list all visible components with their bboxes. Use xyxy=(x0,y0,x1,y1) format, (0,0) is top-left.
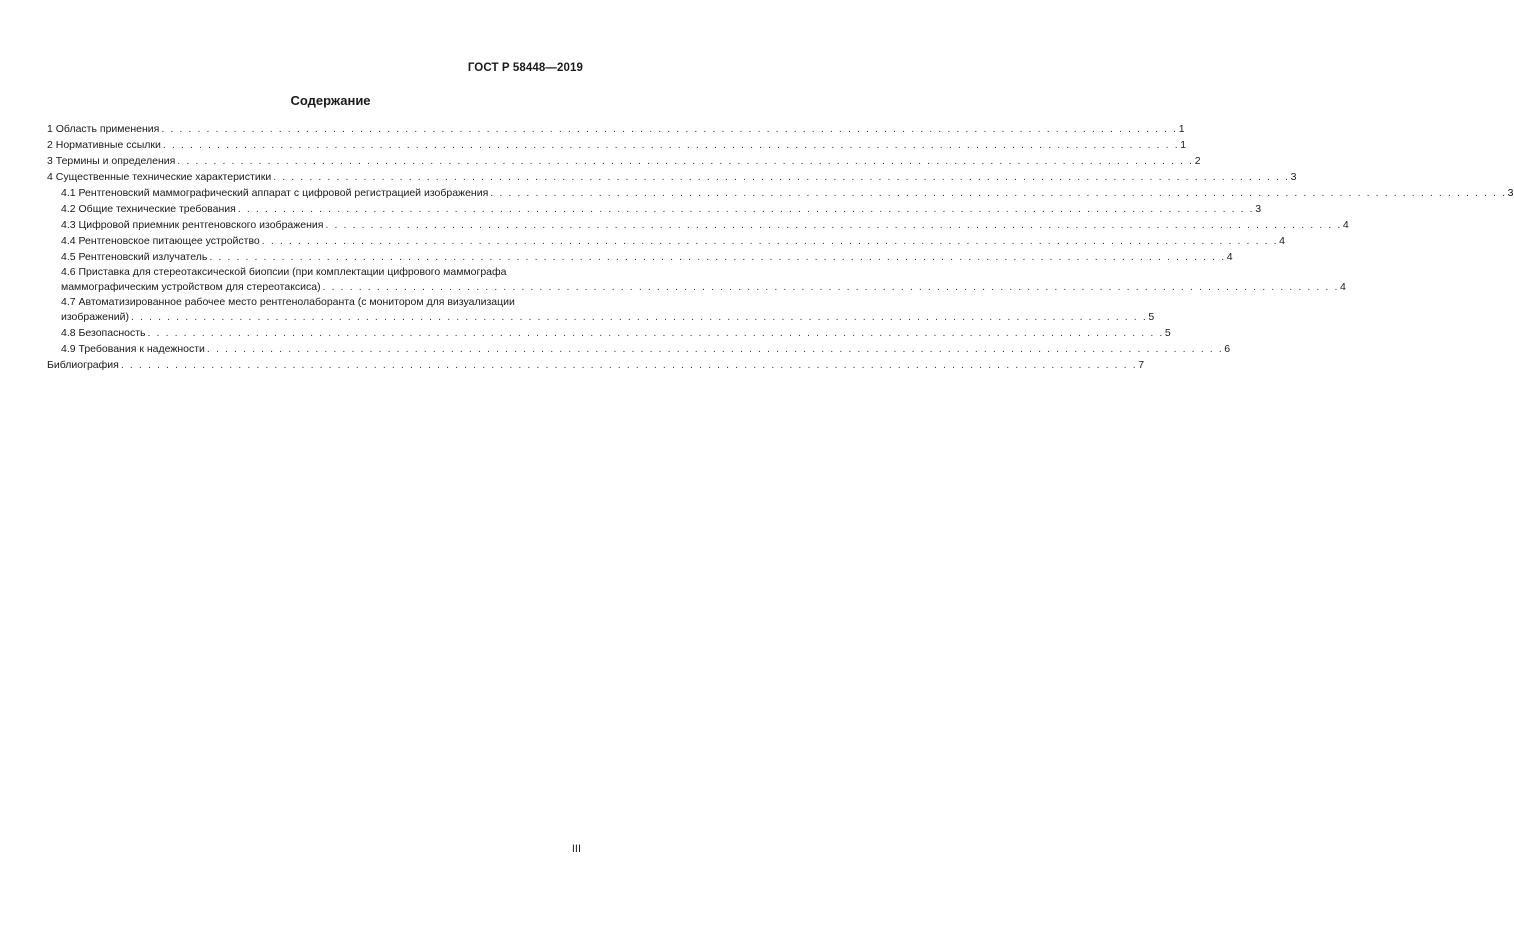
toc-leader-dots: . . . . . . . . . . . . . . . . . . . . . . . . . . . . . . . . . . . . . . . . . . . . . . . . . . . . . . . . . . . . . . . . . . . . . . . . . . . . . . . . . . . . . . . . . . . . . . . . . . . . . . . . . . . . . . . . . xyxy=(161,123,1178,135)
toc-page-number: 6 xyxy=(1224,343,1231,355)
toc-page-number: 4 xyxy=(1279,235,1286,247)
toc-leader-dots: . . . . . . . . . . . . . . . . . . . . . . . . . . . . . . . . . . . . . . . . . . . . . . . . . . . . . . . . . . . . . . . . . . . . . . . . . . . . . . . . . . . . . . . . . . . . . . . . . . . . . . . . . . . . . . . . . xyxy=(162,139,1180,151)
toc-entry-4-9[interactable] xyxy=(47,341,1231,357)
toc-leader-dots: . . . . . . . . . . . . . . . . . . . . . . . . . . . . . . . . . . . . . . . . . . . . . . . . . . . . . . . . . . . . . . . . . . . . . . . . . . . . . . . . . . . . . . . . . . . . . . . . . . . . . . . . . . . . . . . . . xyxy=(261,235,1279,247)
toc-page-number: 4 xyxy=(1342,219,1349,231)
toc-page-number: 5 xyxy=(1148,311,1155,323)
toc-leader-dots: . . . . . . . . . . . . . . . . . . . . . . . . . . . . . . . . . . . . . . . . . . . . . . . . . . . . . . . . . . . . . . . . . . . . . . . . . . . . . . . . . . . . . . . . . . . . . . . . . . . . . . . . . . . . . . . . . xyxy=(325,219,1342,231)
toc-page-number: 1 xyxy=(1178,123,1185,135)
toc-entry-characteristics[interactable] xyxy=(47,169,1297,185)
toc-entry-text-line1: 4.6 Приставка для стереотаксической биопсии (при комплектации цифрового маммографа xyxy=(61,266,507,278)
toc-entry-text: 3 Термины и определения xyxy=(47,155,176,167)
toc-entry-text-line1: 4.7 Автоматизированное рабочее место рентгенолаборанта (с монитором для визуализации xyxy=(61,296,515,308)
toc-entry-bibliography[interactable] xyxy=(47,357,1145,373)
toc-entry-text: 4.9 Требования к надежности xyxy=(61,343,205,355)
toc-entry-4-7[interactable] xyxy=(47,295,1155,325)
toc-leader-dots: . . . . . . . . . . . . . . . . . . . . . . . . . . . . . . . . . . . . . . . . . . . . . . . . . . . . . . . . . . . . . . . . . . . . . . . . . . . . . . . . . . . . . . . . . . . . . . . . . . . . . . . . . . . . . . . . . xyxy=(147,327,1164,339)
toc-leader-dots: . . . . . . . . . . . . . . . . . . . . . . . . . . . . . . . . . . . . . . . . . . . . . . . . . . . . . . . . . . . . . . . . . . . . . . . . . . . . . . . . . . . . . . . . . . . . . . . . . . . . . . . . . . . . . . . . . xyxy=(206,343,1224,355)
table-of-contents xyxy=(47,121,1514,373)
toc-entry-4-6[interactable] xyxy=(47,265,1346,295)
toc-entry-text: 4.2 Общие технические требования xyxy=(61,203,236,215)
toc-leader-dots: . . . . . . . . . . . . . . . . . . . . . . . . . . . . . . . . . . . . . . . . . . . . . . . . . . . . . . . . . . . . . . . . . . . . . . . . . . . . . . . . . . . . . . . . . . . . . . . . . . . . . . . . . . . . . . . . . xyxy=(120,359,1138,371)
toc-entry-text-line2: изображений) xyxy=(61,311,129,323)
toc-title: Содержание xyxy=(290,93,371,108)
toc-entry-text: 4.5 Рентгеновский излучатель xyxy=(61,251,208,263)
toc-entry-text: 4 Существенные технические характеристики xyxy=(47,171,272,183)
toc-page-number: 5 xyxy=(1164,327,1171,339)
toc-entry-4-1[interactable] xyxy=(47,185,1514,201)
toc-entry-4-3[interactable] xyxy=(47,217,1349,233)
toc-entry-text: 1 Область применения xyxy=(47,123,160,135)
toc-page-number: 3 xyxy=(1507,187,1514,199)
toc-entry-text-line2: маммографическим устройством для стереотаксиса) xyxy=(61,281,321,293)
toc-leader-dots: . . . . . . . . . . . . . . . . . . . . . . . . . . . . . . . . . . . . . . . . . . . . . . . . . . . . . . . . . . . . . . . . . . . . . . . . . . . . . . . . . . . . . . . . . . . . . . . . . . . . . . . . . . . . . . . . . xyxy=(177,155,1194,167)
toc-page-number: 3 xyxy=(1290,171,1297,183)
toc-entry-text: Библиография xyxy=(47,359,119,371)
toc-entry-text: 4.4 Рентгеновское питающее устройство xyxy=(61,235,260,247)
toc-leader-dots: . . . . . . . . . . . . . . . . . . . . . . . . . . . . . . . . . . . . . . . . . . . . . . . . . . . . . . . . . . . . . . . . . . . . . . . . . . . . . . . . . . . . . . . . . . . . . . . . . . . . . . . . . . . . . . . . . xyxy=(273,171,1290,183)
toc-entry-text: 4.1 Рентгеновский маммографический аппарат с цифровой регистрацией изображения xyxy=(61,187,489,199)
toc-page-number: 7 xyxy=(1138,359,1145,371)
standard-id-header: ГОСТ Р 58448—2019 xyxy=(467,62,583,74)
toc-page-number: 4 xyxy=(1340,281,1346,293)
toc-leader-dots: . . . . . . . . . . . . . . . . . . . . . . . . . . . . . . . . . . . . . . . . . . . . . . . . . . . . . . . . . . . . . . . . . . . . . . . . . . . . . . . . . . . . . . . . . . . . . . . . . . . . . . . . . . . . . . . . . xyxy=(322,281,1339,293)
toc-leader-dots: . . . . . . . . . . . . . . . . . . . . . . . . . . . . . . . . . . . . . . . . . . . . . . . . . . . . . . . . . . . . . . . . . . . . . . . . . . . . . . . . . . . . . . . . . . . . . . . . . . . . . . . . . . . . . . . . . xyxy=(209,251,1226,263)
toc-entry-4-8[interactable] xyxy=(47,325,1171,341)
toc-page-number: 2 xyxy=(1194,155,1201,167)
toc-entry-normative-references[interactable] xyxy=(47,137,1187,153)
toc-entry-4-4[interactable] xyxy=(47,233,1286,249)
toc-leader-dots: . . . . . . . . . . . . . . . . . . . . . . . . . . . . . . . . . . . . . . . . . . . . . . . . . . . . . . . . . . . . . . . . . . . . . . . . . . . . . . . . . . . . . . . . . . . . . . . . . . . . . . . . . . . . . . . . . xyxy=(490,187,1507,199)
toc-entry-4-5[interactable] xyxy=(47,249,1233,265)
page-number-footer: III xyxy=(571,843,581,855)
toc-entry-text: 4.8 Безопасность xyxy=(61,327,146,339)
toc-entry-4-2[interactable] xyxy=(47,201,1262,217)
toc-entry-scope[interactable] xyxy=(47,121,1185,137)
toc-page-number: 3 xyxy=(1255,203,1262,215)
toc-leader-dots: . . . . . . . . . . . . . . . . . . . . . . . . . . . . . . . . . . . . . . . . . . . . . . . . . . . . . . . . . . . . . . . . . . . . . . . . . . . . . . . . . . . . . . . . . . . . . . . . . . . . . . . . . . . . . . . . . xyxy=(237,203,1255,215)
toc-entry-text: 2 Нормативные ссылки xyxy=(47,139,161,151)
toc-entry-terms[interactable] xyxy=(47,153,1201,169)
toc-entry-text: 4.3 Цифровой приемник рентгеновского изображения xyxy=(61,219,324,231)
toc-leader-dots: . . . . . . . . . . . . . . . . . . . . . . . . . . . . . . . . . . . . . . . . . . . . . . . . . . . . . . . . . . . . . . . . . . . . . . . . . . . . . . . . . . . . . . . . . . . . . . . . . . . . . . . . . . . . . . . . . xyxy=(130,311,1148,323)
toc-page-number: 1 xyxy=(1180,139,1187,151)
toc-page-number: 4 xyxy=(1226,251,1233,263)
